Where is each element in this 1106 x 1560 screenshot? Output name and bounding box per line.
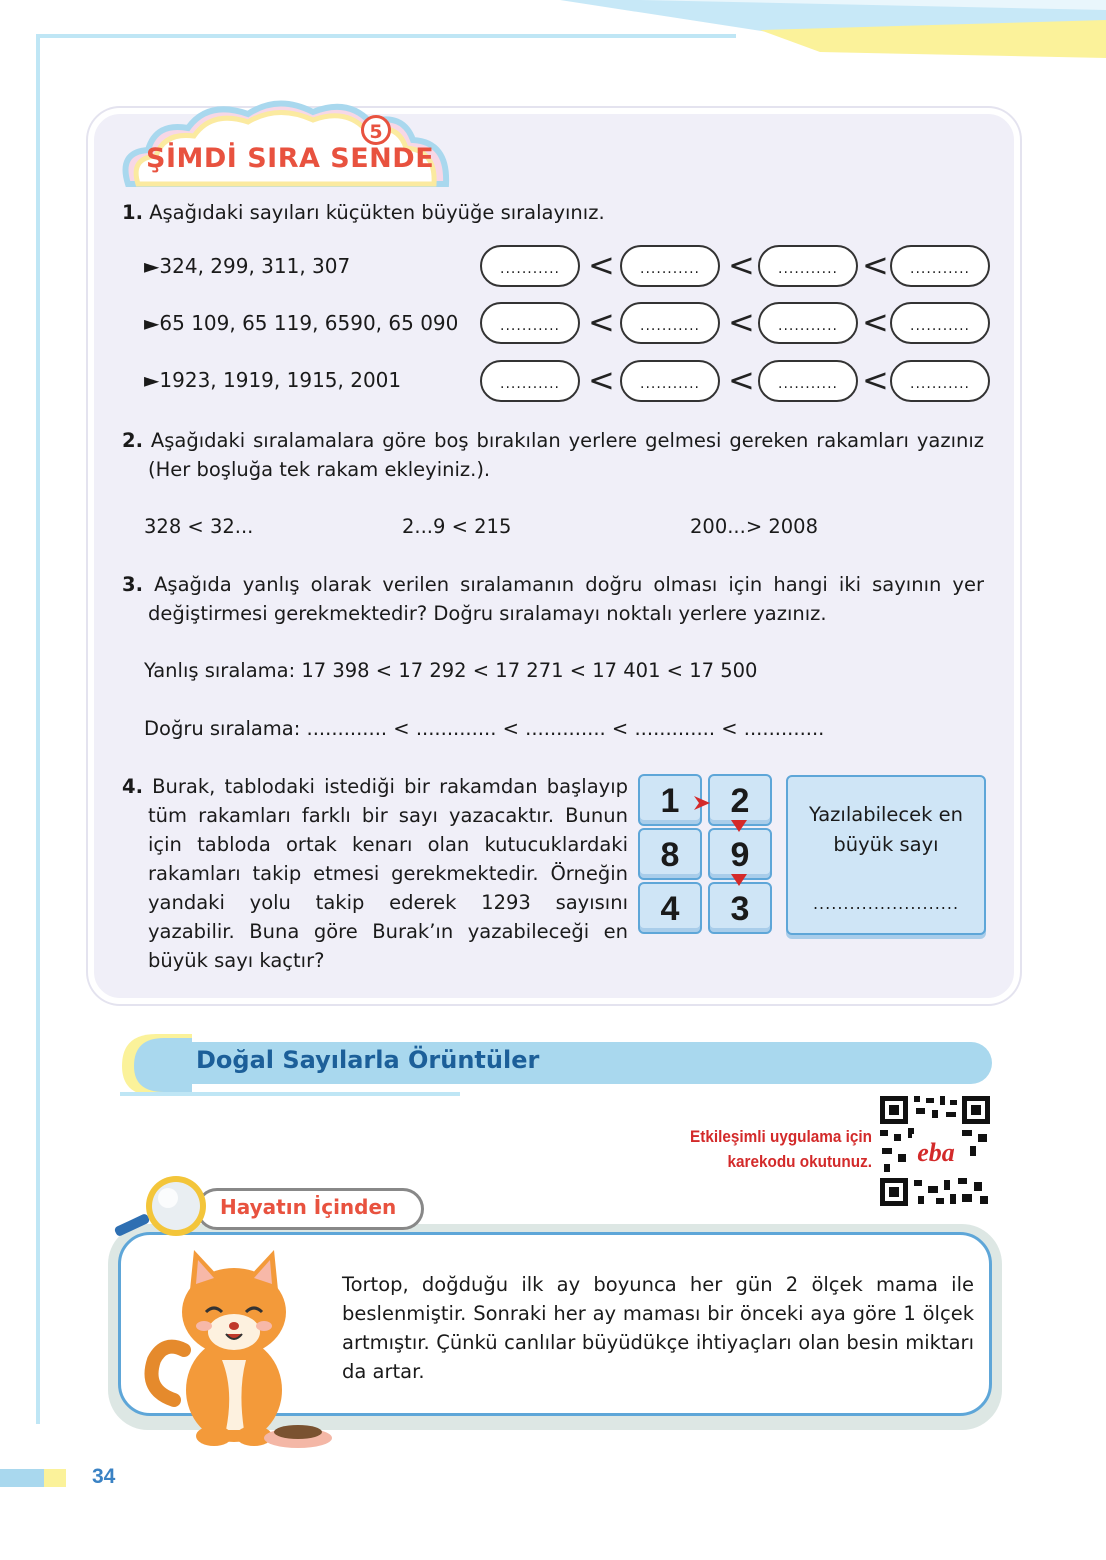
- question-number: 2.: [122, 429, 143, 452]
- digit-cell[interactable]: 9: [708, 828, 772, 880]
- answer-slot[interactable]: ...........: [890, 302, 990, 344]
- answer-slot[interactable]: ...........: [480, 245, 580, 287]
- q2-item-2: 2...9 < 215: [402, 515, 512, 538]
- answer-label: Yazılabilecek en büyük sayı: [809, 803, 963, 856]
- bullet-icon: ►: [144, 368, 160, 392]
- question-1: [122, 198, 605, 227]
- qr-logo: eba: [917, 1138, 955, 1167]
- less-than-sign: <: [588, 246, 615, 284]
- question-4: [122, 772, 628, 975]
- less-than-sign: <: [728, 361, 755, 399]
- digit-cell[interactable]: 4: [638, 882, 702, 934]
- q2-item-1: 328 < 32...: [144, 515, 254, 538]
- digit-cell[interactable]: 8: [638, 828, 702, 880]
- question-text: Aşağıda yanlış olarak verilen sıralamanın doğru olması için hangi iki sayının yer değiştirmesi gerekmektedir? Doğru sıralamayı noktalı yerlere yazınız.: [148, 573, 984, 625]
- correct-order-line: Doğru sıralama: ............. < ............. < ............. < ............. < .............: [144, 717, 825, 740]
- digit-cell[interactable]: 2: [708, 774, 772, 826]
- question-number: 1.: [122, 201, 143, 224]
- top-decorative-band: [520, 0, 1106, 58]
- cloud-header-icon: [108, 92, 458, 192]
- q2-item-3: 200...> 2008: [690, 515, 818, 538]
- activity-title: ŞİMDİ SIRA SENDE: [146, 143, 435, 174]
- path-arrows-icon: [690, 790, 750, 900]
- number-list: 324, 299, 311, 307: [159, 254, 351, 278]
- life-title: Hayatın İçinden: [220, 1195, 397, 1219]
- activity-number-badge: 5: [361, 115, 391, 145]
- section-underline: [120, 1092, 460, 1096]
- bullet-icon: ►: [144, 254, 160, 278]
- answer-field[interactable]: ........................: [812, 894, 960, 913]
- answer-slot[interactable]: ...........: [890, 245, 990, 287]
- answer-slot[interactable]: ...........: [890, 360, 990, 402]
- question-text: Aşağıdaki sayıları küçükten büyüğe sıralayınız.: [149, 201, 605, 224]
- less-than-sign: <: [862, 361, 889, 399]
- cat-icon: [134, 1240, 344, 1452]
- question-text: Aşağıdaki sıralamalara göre boş bırakılan yerlere gelmesi gereken rakamları yazınız (Her boşluğa tek rakam ekleyiniz.).: [148, 429, 984, 481]
- wrong-order: Yanlış sıralama: 17 398 < 17 292 < 17 271 < 17 401 < 17 500: [144, 659, 758, 682]
- number-list: 65 109, 65 119, 6590, 65 090: [159, 311, 459, 335]
- bullet-icon: ►: [144, 311, 160, 335]
- less-than-sign: <: [862, 303, 889, 341]
- page-number: 34: [92, 1465, 116, 1488]
- answer-slot[interactable]: ...........: [620, 245, 720, 287]
- less-than-sign: <: [588, 303, 615, 341]
- question-3: [122, 570, 984, 628]
- digit-cell[interactable]: 1: [638, 774, 702, 826]
- less-than-sign: <: [588, 361, 615, 399]
- number-list: 1923, 1919, 1915, 2001: [159, 368, 402, 392]
- page-border-top: [36, 34, 736, 38]
- answer-slot[interactable]: ...........: [620, 360, 720, 402]
- qr-instruction: Etkileşimli uygulama için karekodu okutunuz.: [690, 1127, 872, 1171]
- digit-cell[interactable]: 3: [708, 882, 772, 934]
- question-text: Burak, tablodaki istediği bir rakamdan başlayıp tüm rakamları farklı bir sayı yazacaktır. Bunun için tabloda ortak kenarı olan kutucuklardaki rakamları takip etmesi gerekmektedir. Örneğin yandaki yolu takip ederek 1293 sayısını yazabilir. Buna göre Burak’ın yazabileceği en büyük sayı kaçtır?: [148, 775, 628, 972]
- answer-slot[interactable]: ...........: [480, 360, 580, 402]
- q1-row-2: [144, 309, 458, 338]
- q1-row-1: [144, 252, 350, 281]
- qr-code-icon[interactable]: [878, 1094, 992, 1208]
- question-number: 4.: [122, 775, 143, 798]
- page-border-left: [36, 34, 40, 1424]
- answer-slot[interactable]: ...........: [480, 302, 580, 344]
- answer-slot[interactable]: ...........: [620, 302, 720, 344]
- section-title: Doğal Sayılarla Örüntüler: [196, 1046, 540, 1074]
- question-2: [122, 426, 984, 484]
- less-than-sign: <: [728, 246, 755, 284]
- question-number: 3.: [122, 573, 143, 596]
- answer-slot[interactable]: ...........: [758, 302, 858, 344]
- answer-slot[interactable]: ...........: [758, 245, 858, 287]
- less-than-sign: <: [728, 303, 755, 341]
- answer-slot[interactable]: ...........: [758, 360, 858, 402]
- story-text: Tortop, doğduğu ilk ay boyunca her gün 2 ölçek mama ile beslenmiştir. Sonraki her ay maması bir önceki aya göre 1 ölçek artmıştır. Çünkü canlılar büyüdükçe ihtiyaçları olan besin miktarı da artar.: [342, 1273, 974, 1383]
- page-number-strip: [0, 1469, 66, 1487]
- magnifier-icon: [112, 1170, 212, 1250]
- q1-row-3: [144, 366, 401, 395]
- less-than-sign: <: [862, 246, 889, 284]
